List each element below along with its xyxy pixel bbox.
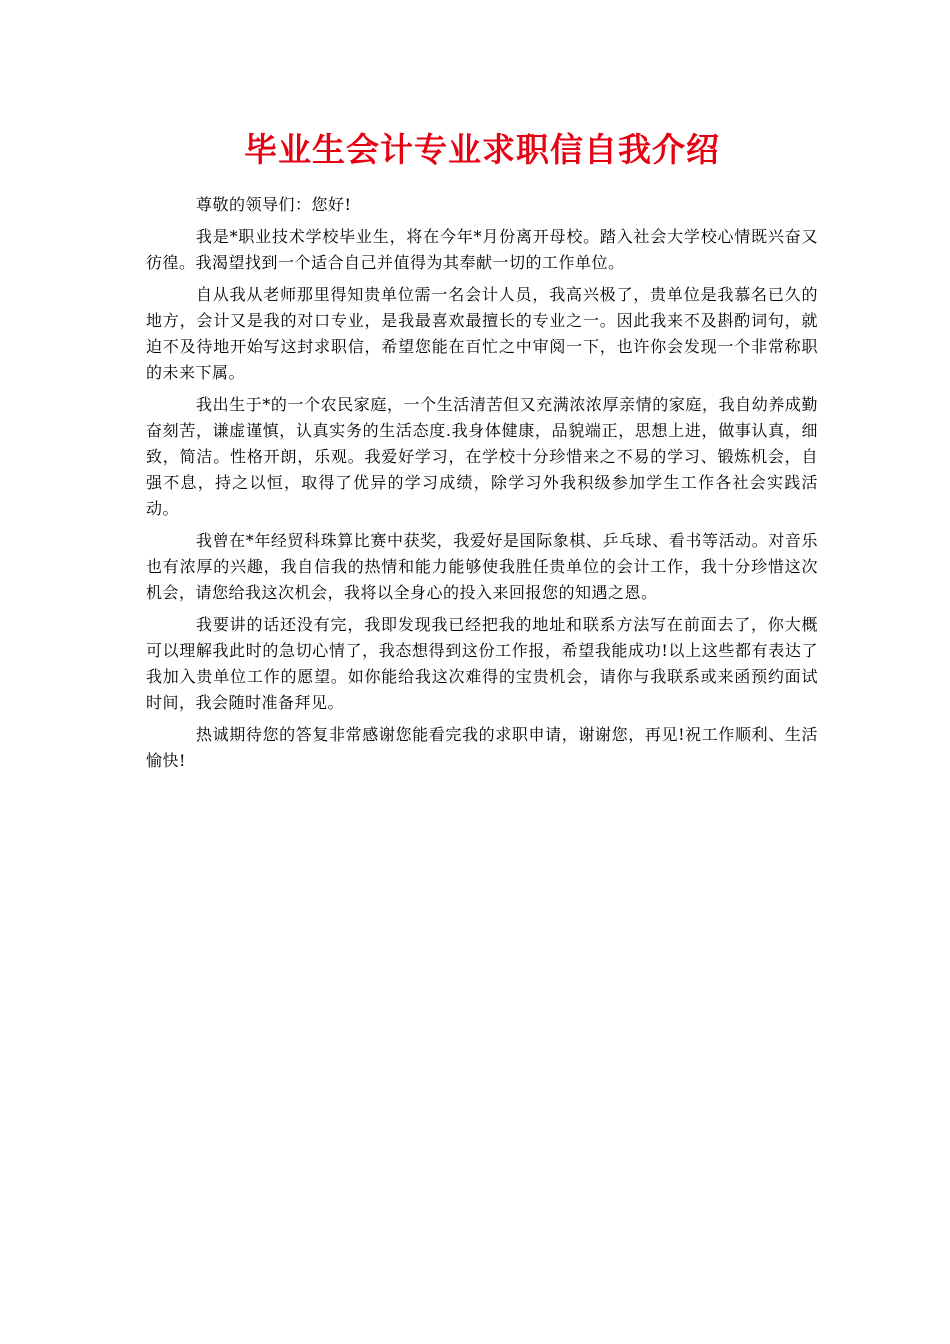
- paragraph-6: 热诚期待您的答复非常感谢您能看完我的求职申请，谢谢您，再见!祝工作顺利、生活愉快!: [146, 725, 818, 770]
- document-title: 毕业生会计专业求职信自我介绍: [244, 130, 720, 169]
- paragraph-5: 我要讲的话还没有完，我即发现我已经把我的地址和联系方法写在前面去了，你大概可以理解我此时的急切心情了，我态想得到这份工作报，希望我能成功!以上这些都有表达了我加入贵单位工作的愿望。如你能给我这次难得的宝贵机会，请你与我联系或来函预约面试时间，我会随时准备拜见。: [146, 615, 818, 712]
- greeting: 尊敬的领导们：您好!: [196, 195, 352, 214]
- paragraph-1: 我是*职业技术学校毕业生，将在今年*月份离开母校。踏入社会大学校心情既兴奋又彷徨。我渴望找到一个适合自己并值得为其奉献一切的工作单位。: [146, 227, 818, 272]
- document-page: [146, 130, 818, 780]
- paragraph-4: 我曾在*年经贸科珠算比赛中获奖，我爱好是国际象棋、乒乓球、看书等活动。对音乐也有浓厚的兴趣，我自信我的热情和能力能够使我胜任贵单位的会计工作，我十分珍惜这次机会，请您给我这次机会，我将以全身心的投入来回报您的知遇之恩。: [146, 531, 818, 602]
- paragraph-2: 自从我从老师那里得知贵单位需一名会计人员，我高兴极了，贵单位是我慕名已久的地方，会计又是我的对口专业，是我最喜欢最擅长的专业之一。因此我来不及斟酌词句，就迫不及待地开始写这封求职信，希望您能在百忙之中审阅一下，也许你会发现一个非常称职的未来下属。: [146, 285, 818, 382]
- paragraph-3: 我出生于*的一个农民家庭，一个生活清苦但又充满浓浓厚亲情的家庭，我自幼养成勤奋刻苦，谦虚谨慎，认真实务的生活态度.我身体健康，品貌端正，思想上进，做事认真，细致，简洁。性格开朗，乐观。我爱好学习，在学校十分珍惜来之不易的学习、锻炼机会，自强不息，持之以恒，取得了优异的学习成绩，除学习外我积级参加学生工作各社会实践活动。: [146, 395, 818, 518]
